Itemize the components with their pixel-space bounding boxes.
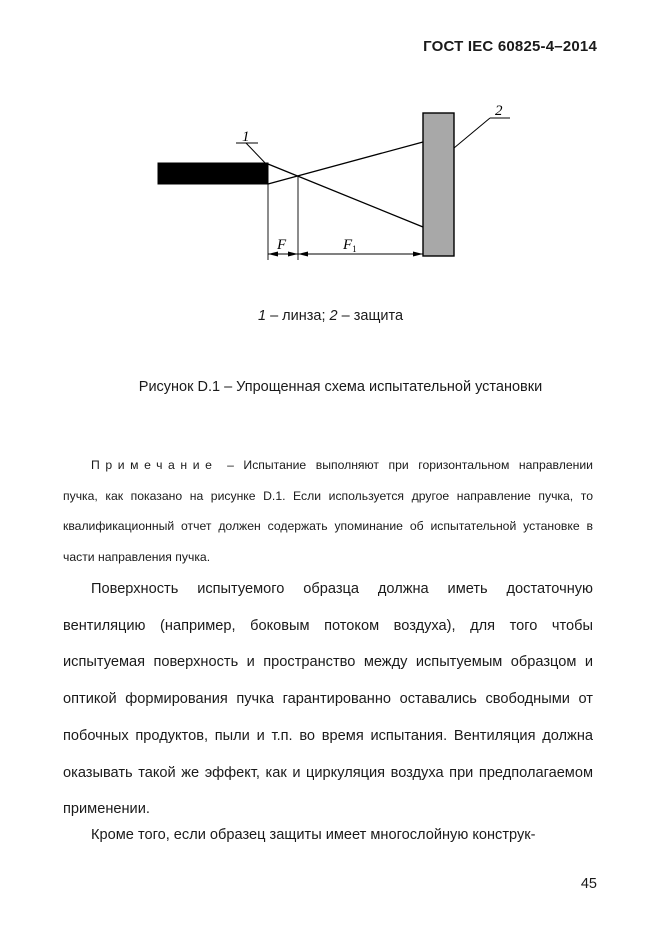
callout-lens-number: 1 <box>242 129 250 145</box>
beam-source <box>158 163 268 184</box>
note-text: – Испытание выполняют при горизонтальном направлении пучка, как показано на рисунке D.1. Если используется другое направление пучка, то квалификационный отчет должен содержать упоминание об испытательной установке в части направления пучка. <box>63 458 593 564</box>
legend-guard-text: – защита <box>337 308 404 324</box>
figure-caption: Рисунок D.1 – Упрощенная схема испытательной установки <box>138 379 543 395</box>
test-setup-diagram <box>150 100 520 265</box>
legend-lens-text: – линза; <box>266 308 330 324</box>
note <box>63 450 593 572</box>
legend-lens-number: 1 <box>257 308 267 324</box>
beam-ray-lower <box>268 142 423 184</box>
dim-label-f1-sub: 1 <box>352 244 357 254</box>
standard-code: ГОСТ IEC 60825-4–2014 <box>423 38 597 55</box>
page-number: 45 <box>580 876 597 892</box>
body-paragraph: Поверхность испытуемого образца должна иметь достаточную вентиляцию (например, боковым потоком воздуха), для того чтобы испытуемая поверхность и пространство между испытуемым образцом и оптикой формирования пучка гарантированно оставались свободными от побочных продуктов, пыли и т.п. во время испытания. Вентиляция должна оказывать такой же эффект, как и циркуляция воздуха при предполагаемом применении. <box>63 581 593 818</box>
figure-legend <box>0 308 661 324</box>
dim-label-f1 <box>342 237 357 254</box>
beam-ray-upper <box>268 164 423 227</box>
callout-guard-leader <box>454 118 490 148</box>
body-paragraph: Кроме того, если образец защиты имеет многослойную конструк- <box>91 827 536 843</box>
note-label: Примечание <box>91 458 218 472</box>
legend-guard-number: 2 <box>329 308 338 324</box>
dim-arrow-f1-left <box>298 252 308 257</box>
dim-arrow-f-right <box>288 252 298 257</box>
dim-arrow-f1-right <box>413 252 423 257</box>
test-setup-figure <box>150 100 520 265</box>
dim-label-f: F <box>277 237 287 253</box>
dim-label-f1-base: F <box>343 237 353 253</box>
guard-plate <box>423 113 454 256</box>
callout-guard-number: 2 <box>495 103 503 119</box>
